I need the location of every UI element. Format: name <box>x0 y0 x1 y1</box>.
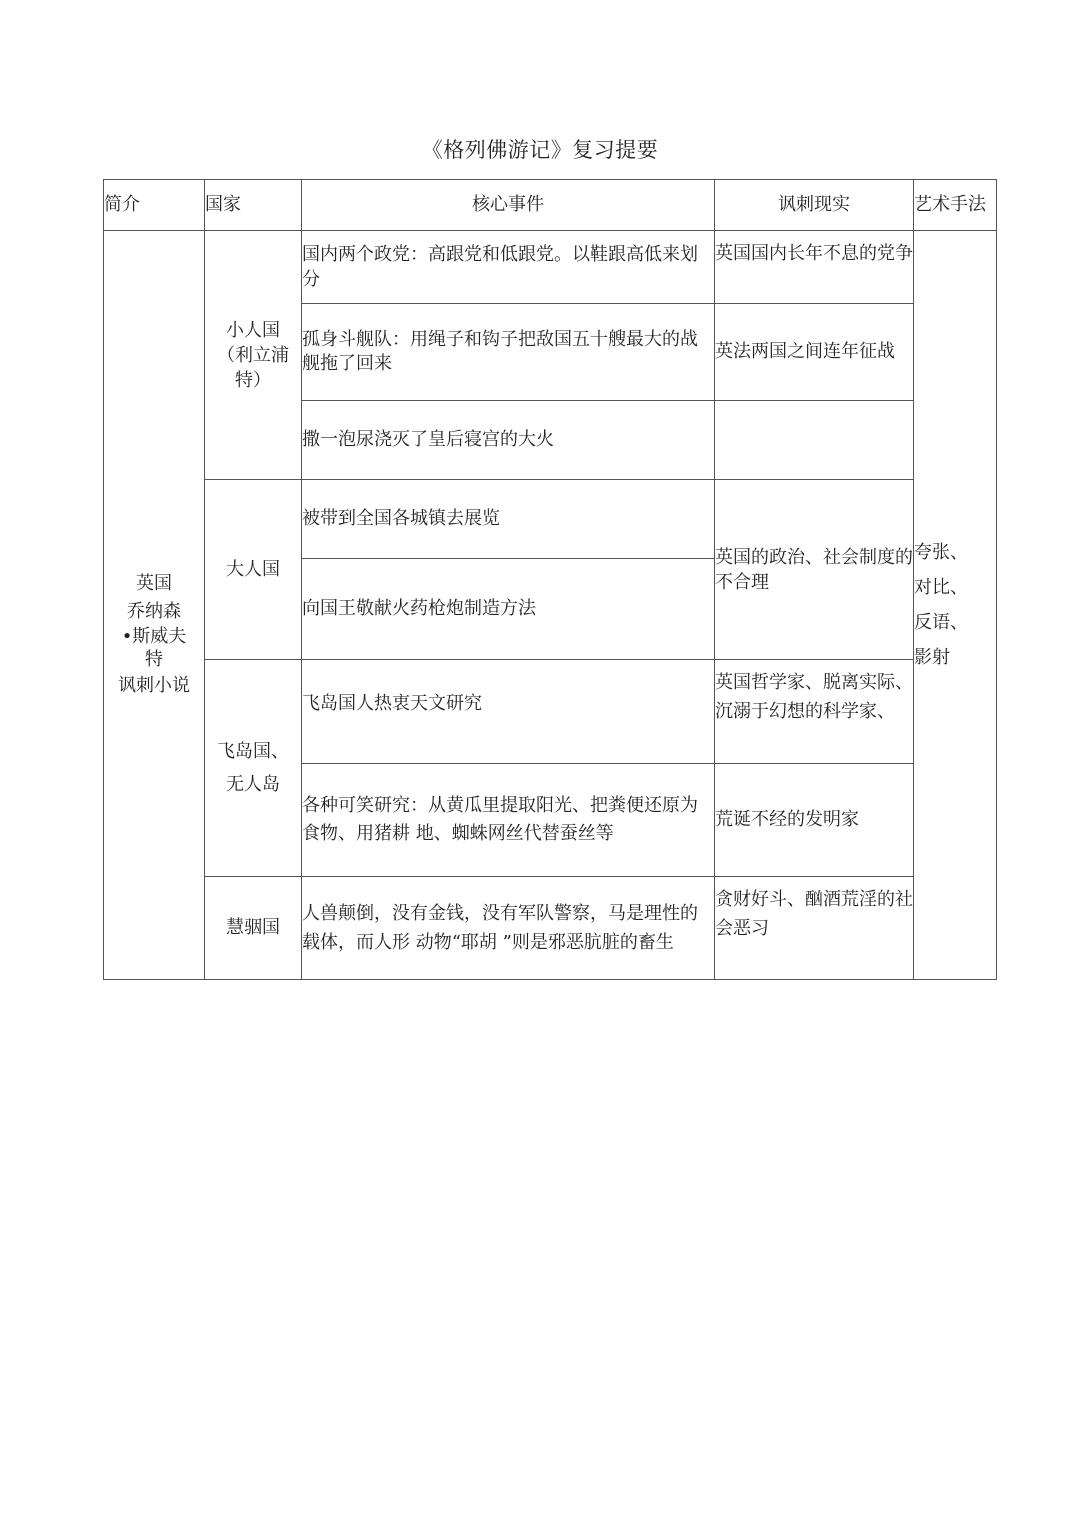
table-row <box>104 660 997 764</box>
intro-line: 讽刺小说 <box>118 675 190 696</box>
intro-line: 特 <box>145 649 163 670</box>
satire-cell: 英法两国之间连年征战 <box>715 304 914 401</box>
event-cell: 向国王敬献火药枪炮制造方法 <box>302 559 715 660</box>
intro-line: 英国 <box>136 573 172 594</box>
header-row <box>104 180 997 231</box>
intro-line: 乔纳森 <box>127 601 181 622</box>
header-intro: 简介 <box>104 180 205 231</box>
art-line: 影射 <box>914 647 950 668</box>
table-row <box>104 480 997 559</box>
art-line: 夸张、 <box>914 542 968 563</box>
country-houyhnhnm: 慧骃国 <box>205 877 302 980</box>
satire-cell: 英国的政治、社会制度的不合理 <box>715 480 914 660</box>
satire-cell-empty <box>715 401 914 480</box>
satire-cell: 英国国内长年不息的党争 <box>715 231 914 304</box>
intro-line: •斯威夫 <box>121 626 187 647</box>
event-cell: 孤身斗舰队：用绳子和钩子把敌国五十艘最大的战舰拖了回来 <box>302 304 715 401</box>
country-line: （利立浦 <box>217 344 289 366</box>
event-cell: 各种可笑研究：从黄瓜里提取阳光、把粪便还原为食物、用猪耕 地、蜘蛛网丝代替蚕丝等 <box>302 764 715 877</box>
intro-cell <box>104 231 205 980</box>
art-line: 反语、 <box>914 612 968 633</box>
review-table <box>103 179 997 980</box>
satire-cell: 贪财好斗、酗酒荒淫的社 会恶习 <box>715 877 914 980</box>
event-text: 飞岛国人热衷天文研究 <box>302 693 482 714</box>
header-art: 艺术手法 <box>914 180 997 231</box>
country-line: 飞岛国、 <box>217 741 289 762</box>
satire-cell: 英国哲学家、脱离实际、 沉溺于幻想的科学家、 <box>715 660 914 764</box>
satire-cell: 荒诞不经的发明家 <box>715 764 914 877</box>
event-cell: 国内两个政党：高跟党和低跟党。以鞋跟高低来划分 <box>302 231 715 304</box>
table-row <box>104 877 997 980</box>
country-line: 小人国 <box>226 319 280 341</box>
header-satire: 讽刺现实 <box>715 180 914 231</box>
art-cell <box>914 231 997 980</box>
header-event: 核心事件 <box>302 180 715 231</box>
country-laputa <box>205 660 302 877</box>
country-brobdingnag: 大人国 <box>205 480 302 660</box>
document-title: 《格列佛游记》复习提要 <box>421 138 659 162</box>
country-line: 特） <box>235 369 271 391</box>
event-cell <box>302 660 715 764</box>
art-line: 对比、 <box>914 577 968 598</box>
table-row <box>104 231 997 304</box>
country-line: 无人岛 <box>226 774 280 795</box>
event-cell: 撒一泡尿浇灭了皇后寝宫的大火 <box>302 401 715 480</box>
header-country: 国家 <box>205 180 302 231</box>
event-cell: 人兽颠倒，没有金钱，没有军队警察，马是理性的载体，而人形 动物“耶胡 ”则是邪恶肮脏的畜生 <box>302 877 715 980</box>
event-cell: 被带到全国各城镇去展览 <box>302 480 715 559</box>
country-lilliput <box>205 231 302 480</box>
